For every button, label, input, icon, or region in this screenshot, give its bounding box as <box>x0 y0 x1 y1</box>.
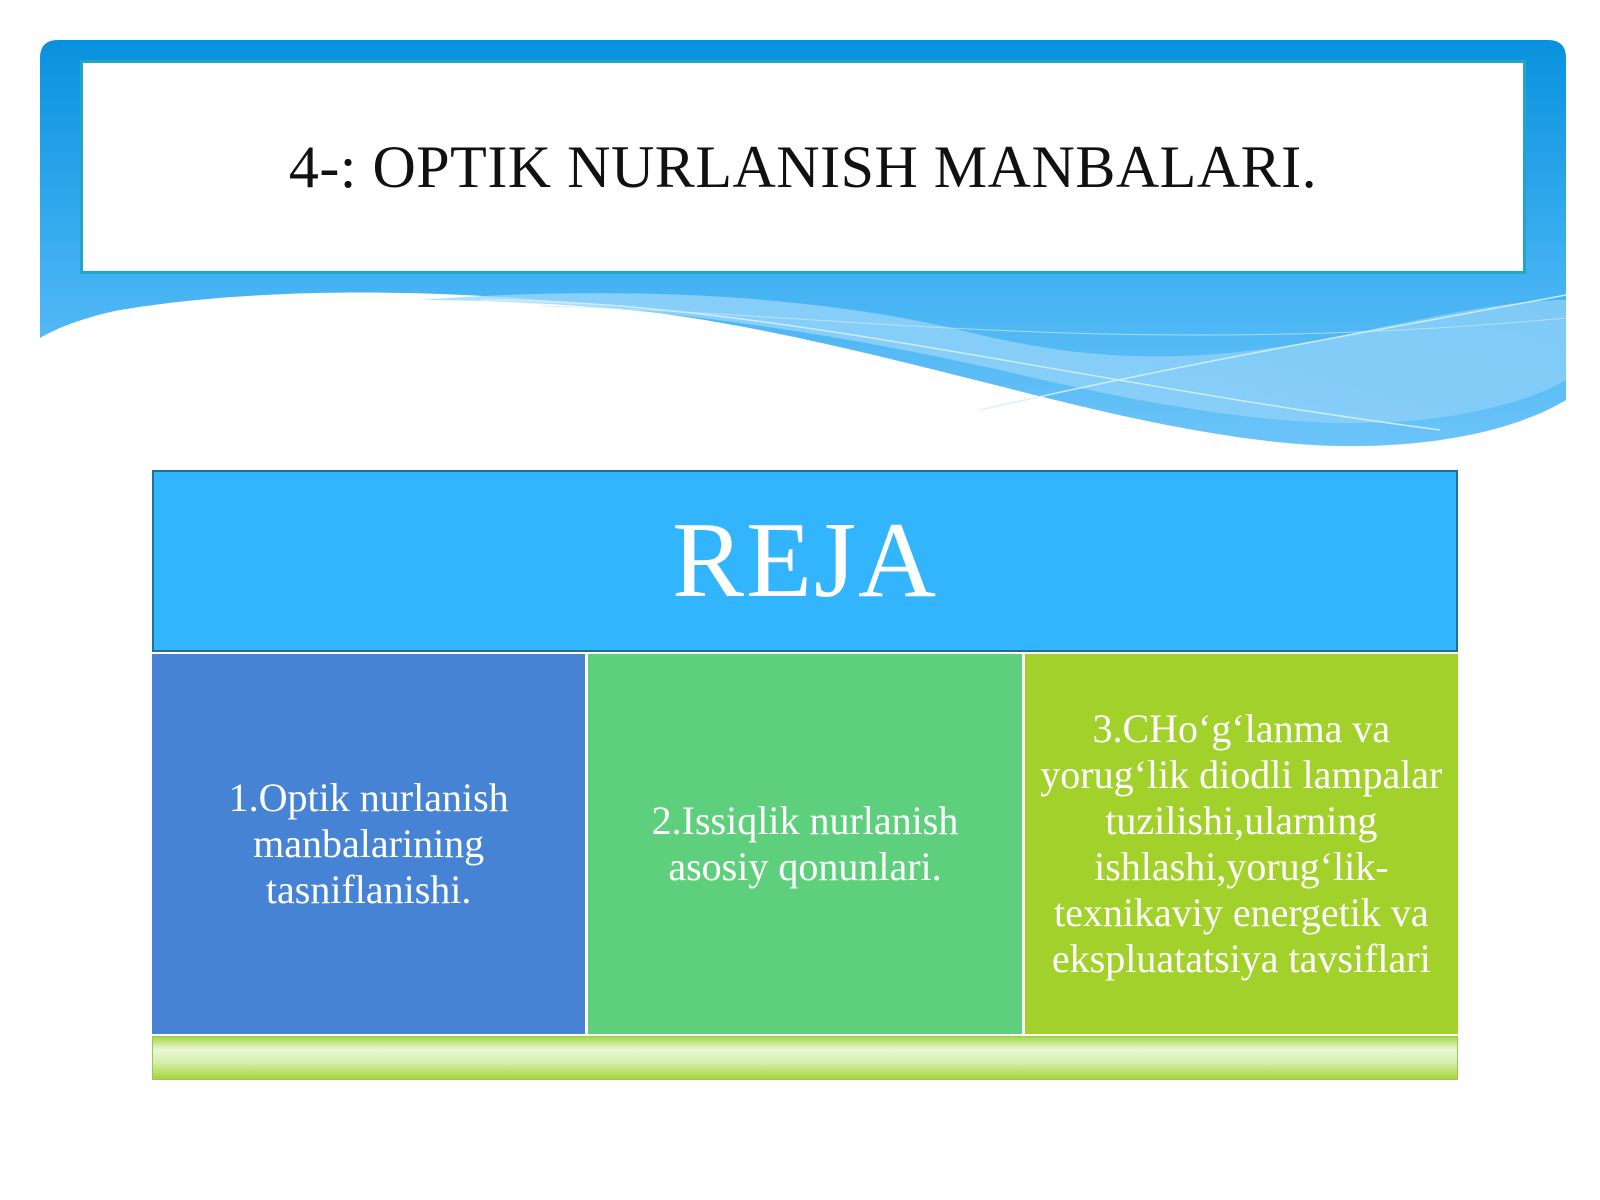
plan-item-2-text: 2.Issiqlik nurlanish asosiy qonunlari. <box>651 798 959 889</box>
plan-item-1-text: 1.Optik nurlanish manbalarining tasniflanishi. <box>228 775 509 912</box>
plan-item-3-text: 3.CHo‘g‘lanma va yorug‘lik diodli lampalar tuzilishi,ularning ishlashi,yorug‘lik-texnikaviy energetik va ekspluatatsiya tavsiflari <box>1040 706 1443 981</box>
plan-block <box>152 470 1458 1080</box>
title-box <box>80 60 1526 274</box>
plan-heading: REJA <box>671 501 939 620</box>
slide-title: 4-: OPTIK NURLANISH MANBALARI. <box>288 133 1318 200</box>
base-bar <box>152 1036 1458 1080</box>
plan-item-3 <box>1022 654 1458 1034</box>
plan-item-1 <box>152 654 585 1034</box>
plan-item-2 <box>585 654 1021 1034</box>
plan-header <box>152 470 1458 652</box>
plan-cards <box>152 652 1458 1034</box>
